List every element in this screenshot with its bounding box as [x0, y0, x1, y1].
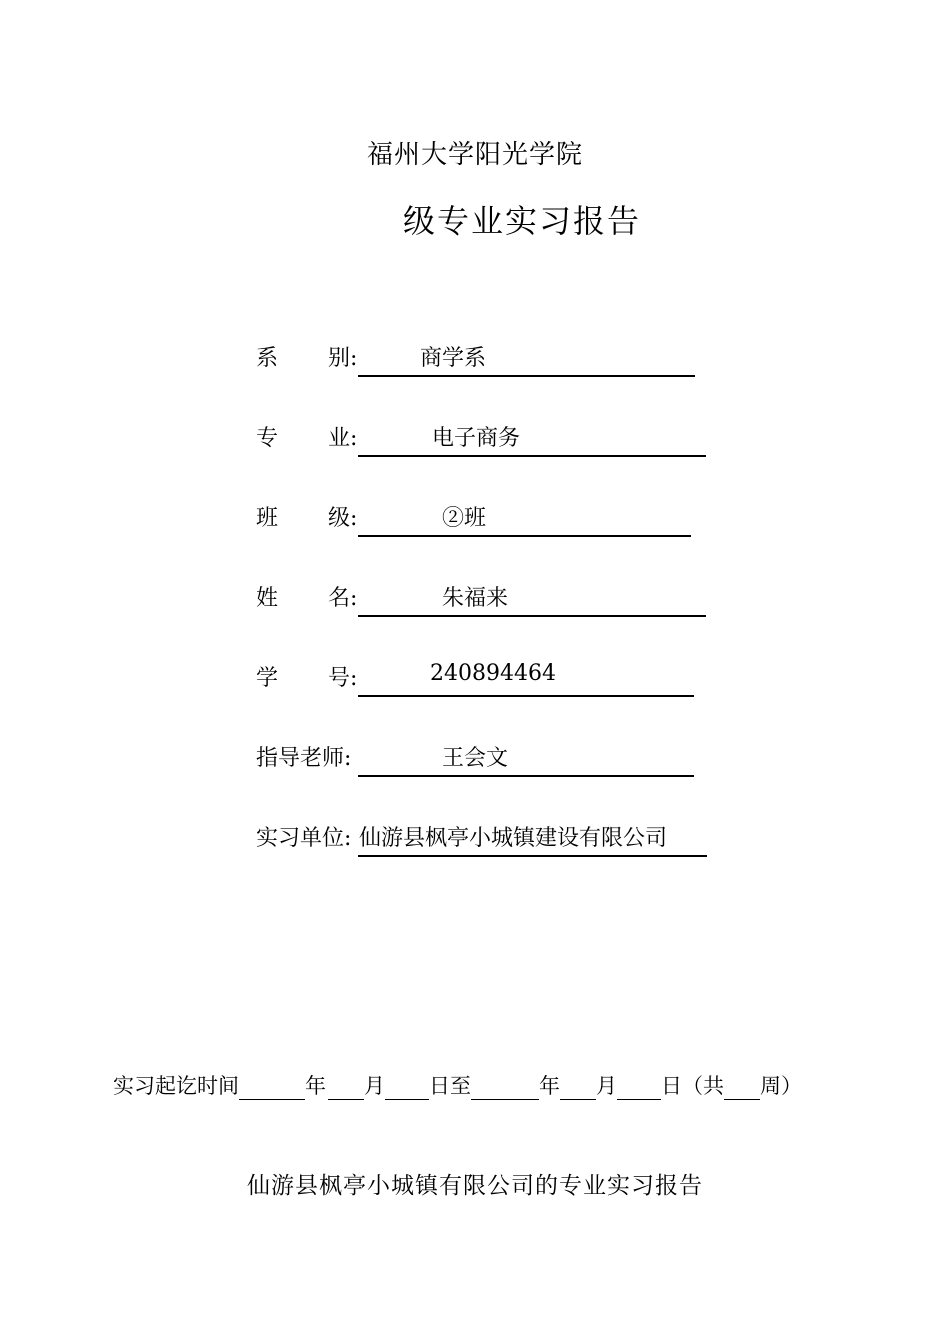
footer-title: 仙游县枫亭小城镇有限公司的专业实习报告: [247, 1173, 703, 1199]
field-department-underline: [358, 341, 695, 377]
period-month-1: 月: [364, 1074, 385, 1098]
field-advisor-value: 王会文: [442, 746, 509, 771]
period-day-to: 日至: [429, 1074, 471, 1098]
school-name: 福州大学阳光学院: [366, 140, 583, 170]
field-department-value: 商学系: [420, 346, 487, 371]
field-student-id: 学 号: 240894464: [256, 661, 706, 701]
field-internship-unit-value: 仙游县枫亭小城镇建设有限公司: [359, 826, 668, 851]
period-blank-start-year: [239, 1071, 305, 1100]
internship-period: [113, 1070, 802, 1106]
field-student-id-value: 240894464: [430, 661, 556, 686]
period-year-2: 年: [539, 1074, 560, 1098]
field-advisor-underline: [358, 741, 694, 777]
period-blank-weeks: [724, 1071, 760, 1100]
field-internship-unit: [256, 821, 716, 861]
period-label: 实习起讫时间: [113, 1074, 239, 1098]
field-advisor-label: 指导老师:: [256, 746, 352, 771]
period-day-2: 日（共: [661, 1074, 724, 1098]
field-class: 班 级: ②班: [256, 501, 706, 541]
period-blank-start-day: [385, 1071, 429, 1100]
field-name-value: 朱福来: [442, 586, 509, 611]
field-name: 姓 名: 朱福来: [256, 581, 716, 621]
period-blank-end-month: [560, 1071, 596, 1100]
period-year-1: 年: [305, 1074, 326, 1098]
period-blank-start-month: [328, 1071, 364, 1100]
report-title: 级专业实习报告: [403, 202, 642, 240]
period-month-2: 月: [596, 1074, 617, 1098]
field-major: 专 业: 电子商务: [256, 421, 716, 461]
field-major-value: 电子商务: [432, 426, 521, 451]
period-blank-end-day: [617, 1071, 661, 1100]
period-weeks: 周）: [760, 1074, 802, 1098]
field-name-underline: [358, 581, 706, 617]
field-advisor: [256, 741, 706, 781]
period-blank-end-year: [471, 1071, 539, 1100]
field-internship-unit-label: 实习单位:: [256, 826, 352, 851]
field-class-underline: [358, 501, 691, 537]
field-department: 系 别: 商学系: [256, 341, 706, 381]
field-class-value: ②班: [442, 506, 487, 531]
field-major-underline: [358, 421, 706, 457]
